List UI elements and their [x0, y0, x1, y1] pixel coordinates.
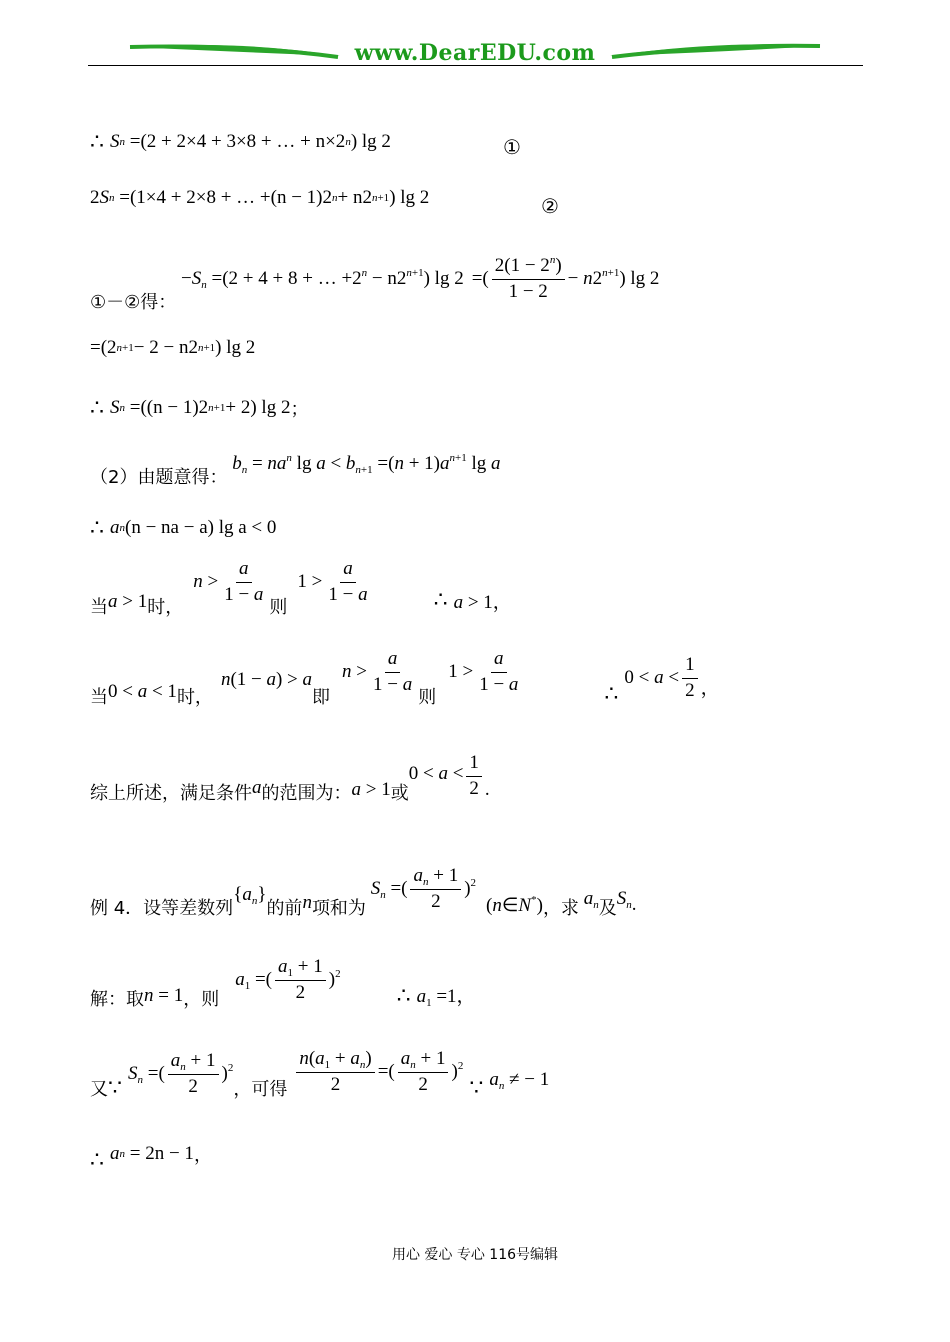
therefore-icon: ∴ [90, 395, 104, 420]
label-circle-1: ① [503, 135, 521, 159]
solution-line-3: ∴ a n = 2n − 1 ， [90, 1143, 212, 1172]
header-rule [88, 65, 863, 66]
eq-line-6: （2）由题意得： $b_n = na^n$ $\lg a < b_{n+1} =(n + 1)a^{n+1}$ lg a [90, 452, 501, 488]
therefore-icon: ∴ [433, 587, 448, 612]
eq-line-4: =(2 n+1 − 2 − n2 n+1 ) lg 2 [90, 337, 256, 358]
example-4-line: 例 4．设等差数列 $\{a_n\}$ 的前 n 项和为 $S_n$ =( $\frac{a_n + 1}{2}$ )$^2$ (n∈N*) ，求 $a_n$ 及 $S_n$ . [90, 864, 637, 919]
eq-line-5: ∴ S n = ((n − 1)2 n+1 + 2) lg 2 ； [90, 395, 309, 420]
because-icon: ∵ [108, 1075, 122, 1100]
solution-line-1: 解：取 n = 1 ，则 $a_1$ =( $\frac{a_1 + 1}{2}$ )$^2$ ∴ $a_1 =1$， [90, 955, 476, 1010]
therefore-icon: ∴ [396, 983, 411, 1008]
eq-line-9: 当 0 < a < 1 时， n(1 − a) > a 即 n > $\frac{a}{1 - a}$ 则 1 > $\frac{a}{1 - a}$ ∴ 0 < a < $\frac{1}{2}$ ， [90, 647, 720, 708]
eq-line-10: 综上所述，满足条件 a 的范围为： a > 1 或 0 < a < $\frac{1}{2}$ . [90, 751, 490, 804]
eq-line-7: ∴ a n (n − na − a) lg a < 0 [90, 515, 277, 540]
therefore-icon: ∴ [604, 681, 619, 706]
therefore-icon: ∴ [90, 1147, 104, 1172]
therefore-icon: ∴ [90, 515, 104, 540]
because-icon: ∵ [469, 1075, 484, 1100]
site-logo: www.DearEDU.com [354, 40, 596, 66]
page-footer: 用心 爱心 专心 116号编辑 [391, 1247, 559, 1263]
solution-line-2: 又 ∵ $S_n$ =( $\frac{a_n + 1}{2}$ )$^2$ ，可得 $\frac{n(a_1 + a_n)}{2}$ =( $\frac{a_n + 1}{2}$ )$^2$ ∵ $a_n$ ≠ − 1 [90, 1047, 550, 1100]
eq-line-8: 当 a > 1 时， n > $\frac{a}{1 - a}$ 则 1 > $\frac{a}{1 - a}$ ∴ a > 1， [90, 557, 512, 618]
eq-line-1: ∴ S n = (2 + 2×4 + 3×8 + … + n×2 n ) lg 2 [90, 129, 391, 154]
label-circle-2: ② [541, 194, 559, 218]
therefore-icon: ∴ [90, 129, 104, 154]
eq-line-3: ①－②得： $-S_n =(2 + 4 + 8$ + … $+2^n - n2^{n+1}$) lg 2 =( $\frac{2(1 - 2^n)}{1 - 2}$ − $n2^{n+1}$) lg 2 [90, 253, 660, 313]
fraction: $\frac{2(1 - 2^n)}{1 - 2}$ [492, 256, 565, 303]
page-header [0, 0, 950, 72]
eq-line-2: 2 S n = (1×4 + 2×8 + … +(n − 1)2 n + n2 n+1 ) lg 2 [90, 187, 430, 208]
